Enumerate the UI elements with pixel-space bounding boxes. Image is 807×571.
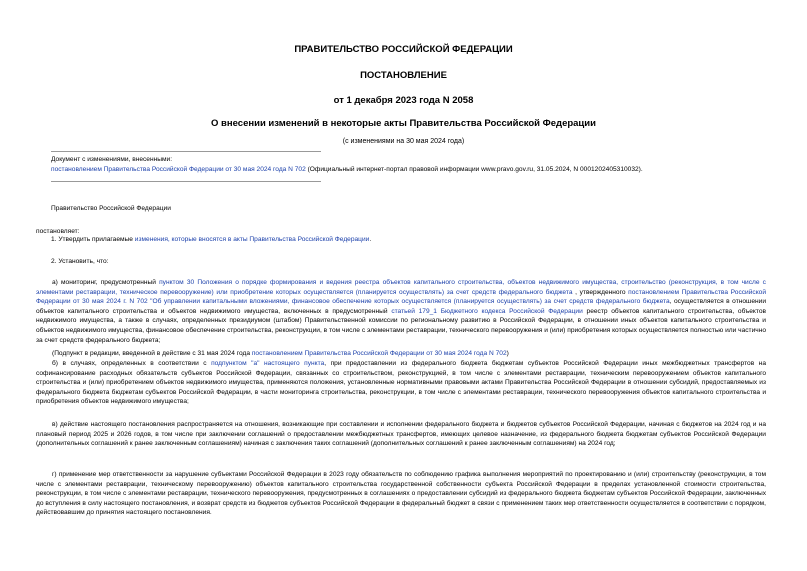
a-mid-1: , утвержденного: [572, 288, 629, 296]
a-link-2[interactable]: постановлением Правительства Российской Федерации от 30 мая 2024 г. N 702 "Об управлении капитальными вложениями, финансовое обеспечение которых осуществляется (планируется осуществлять) за счет средств федерального бюджета: [36, 288, 767, 306]
a-note-pre: (Подпункт в редакции, введенной в действие с 31 мая 2024 года: [52, 350, 252, 357]
b-pre: б) в случаях, определенных в соответствии с: [52, 360, 212, 367]
a-post: реестр объектов капитального строительства, объектов недвижимого имущества, а также в случаях, определенных президиумом (штабом) Правительственной комиссии по региональному развитию в Российской Федерации, в отношении иных объектов капитального строительства и объектов недвижимого имущества, финансовое обеспечение строительства, реконструкции, в том числе с элементами реставрации, технического перевооружения и (или) приобретения которых осуществляется полностью или частично за счет средств федерального бюджета;: [36, 307, 766, 344]
government-heading: ПРАВИТЕЛЬСТВО РОССИЙСКОЙ ФЕДЕРАЦИИ: [294, 44, 513, 55]
edition-note: (с изменениями на 30 мая 2024 года): [342, 138, 465, 145]
amendments-block: [51, 155, 766, 175]
amendments-intro: Документ с изменениями, внесенными:: [51, 156, 173, 163]
item-2: 2. Установить, что:: [51, 258, 109, 265]
b-link[interactable]: подпунктом "а" настоящего пункта: [211, 360, 325, 367]
item-1-post: .: [369, 236, 372, 243]
a-link-1[interactable]: пунктом 30 Положения о порядке формирования и ведения реестра объектов капитального строительства, объектов недвижимого имущества, строительство (реконструкция, в том числе с элементами реставрации, техническое перевооружение) или приобретение которых осуществляется (планируется осуществлять) за счет средств федерального бюджета: [36, 279, 766, 296]
item-1: [51, 236, 371, 243]
divider-top: [51, 151, 321, 152]
government-label: Правительство Российской Федерации: [51, 205, 171, 212]
subparagraph-a: [36, 278, 766, 345]
a-note-link[interactable]: постановлением Правительства Российской Федерации от 30 мая 2024 года N 702: [251, 350, 507, 357]
amendments-line: [51, 165, 766, 175]
date-number: от 1 декабря 2023 года N 2058: [333, 95, 474, 106]
decides-label: постановляет:: [36, 228, 80, 235]
amendment-link[interactable]: постановлением Правительства Российской Федерации от 30 мая 2024 года N 702: [51, 166, 306, 173]
b-post: , при предоставлении из федерального бюджета бюджетам субъектов Российской Федерации иных межбюджетных трансфертов на софинансирование расходных обязательств субъектов Российской Федерации, связанных со строительством, реконструкцией, в том числе с элементами реставрации, техническим перевооружением объектов капитального строительства и (или) приобретением объектов недвижимого имущества, применяются положения, установленные нормативными правовыми актами Правительства Российской Федерации в отношении субсидий, предоставляемых из федерального бюджета бюджетам субъектов Российской Федерации, в части мониторинга строительства, реконструкции, в том числе с элементами реставрации, технического перевооружения объектов капитального строительства и приобретения объектов недвижимого имущества;: [36, 360, 766, 406]
subparagraph-d: г) применение мер ответственности за нарушение субъектами Российской Федерации в 2023 году обязательств по соблюдению графика выполнения мероприятий по проектированию и (или) строительству (реконструкции, в том числе с элементами реставрации, техническому перевооружению) объектов капитального строительства государственной собственности субъекта Российской Федерации в пределах установленной стоимости строительства, реконструкции, в том числе с элементами реставрации, технического перевооружения, предусмотренных в соглашениях о предоставлении субсидий из федерального бюджета бюджетам субъектов Российской Федерации, заключенных до вступления в силу настоящего постановления, и возврат средств из бюджетов субъектов Российской Федерации в федеральный бюджет в связи с применением таких мер ответственности осуществляется в соответствии с порядком, действовавшим до принятия настоящего постановления.: [36, 471, 766, 517]
a-pre: а) мониторинг, предусмотренный: [52, 279, 160, 286]
item-1-pre: 1. Утвердить прилагаемые: [51, 236, 135, 243]
item-1-link[interactable]: изменения, которые вносятся в акты Правительства Российской Федерации: [134, 236, 370, 243]
document-title: О внесении изменений в некоторые акты Правительства Российской Федерации: [211, 118, 596, 129]
amendment-source: (Официальный интернет-портал правовой информации www.pravo.gov.ru, 31.05.2024, N 0001202405310032).: [305, 166, 643, 173]
a-link-3[interactable]: статьей 179_1 Бюджетного кодекса Российской Федерации: [391, 307, 583, 315]
subparagraph-a-note: [36, 349, 766, 359]
subparagraph-b: [36, 359, 766, 407]
subparagraph-c: в) действие настоящего постановления распространяется на отношения, возникающие при составлении и исполнении федерального бюджета и бюджетов субъектов Российской Федерации, начиная с бюджетов на 2024 год и на плановый период 2025 и 2026 годов, в том числе при заключении соглашений о предоставлении межбюджетных трансфертов, имеющих целевое назначение, из федерального бюджета бюджетам субъектов Российской Федерации (дополнительных соглашений к ранее заключенным соглашениям) начиная с заключения таких соглашений (дополнительных соглашений к ранее заключенным соглашениям) на 2024 год;: [36, 421, 766, 448]
document-type: ПОСТАНОВЛЕНИЕ: [360, 70, 447, 81]
a-mid-2: , осуществляется в отношении объектов капитального строительства и объектов недвижимого имущества, включенных в предусмотренный: [36, 298, 766, 315]
divider-bottom: [51, 181, 321, 182]
a-note-post: ): [506, 350, 509, 357]
